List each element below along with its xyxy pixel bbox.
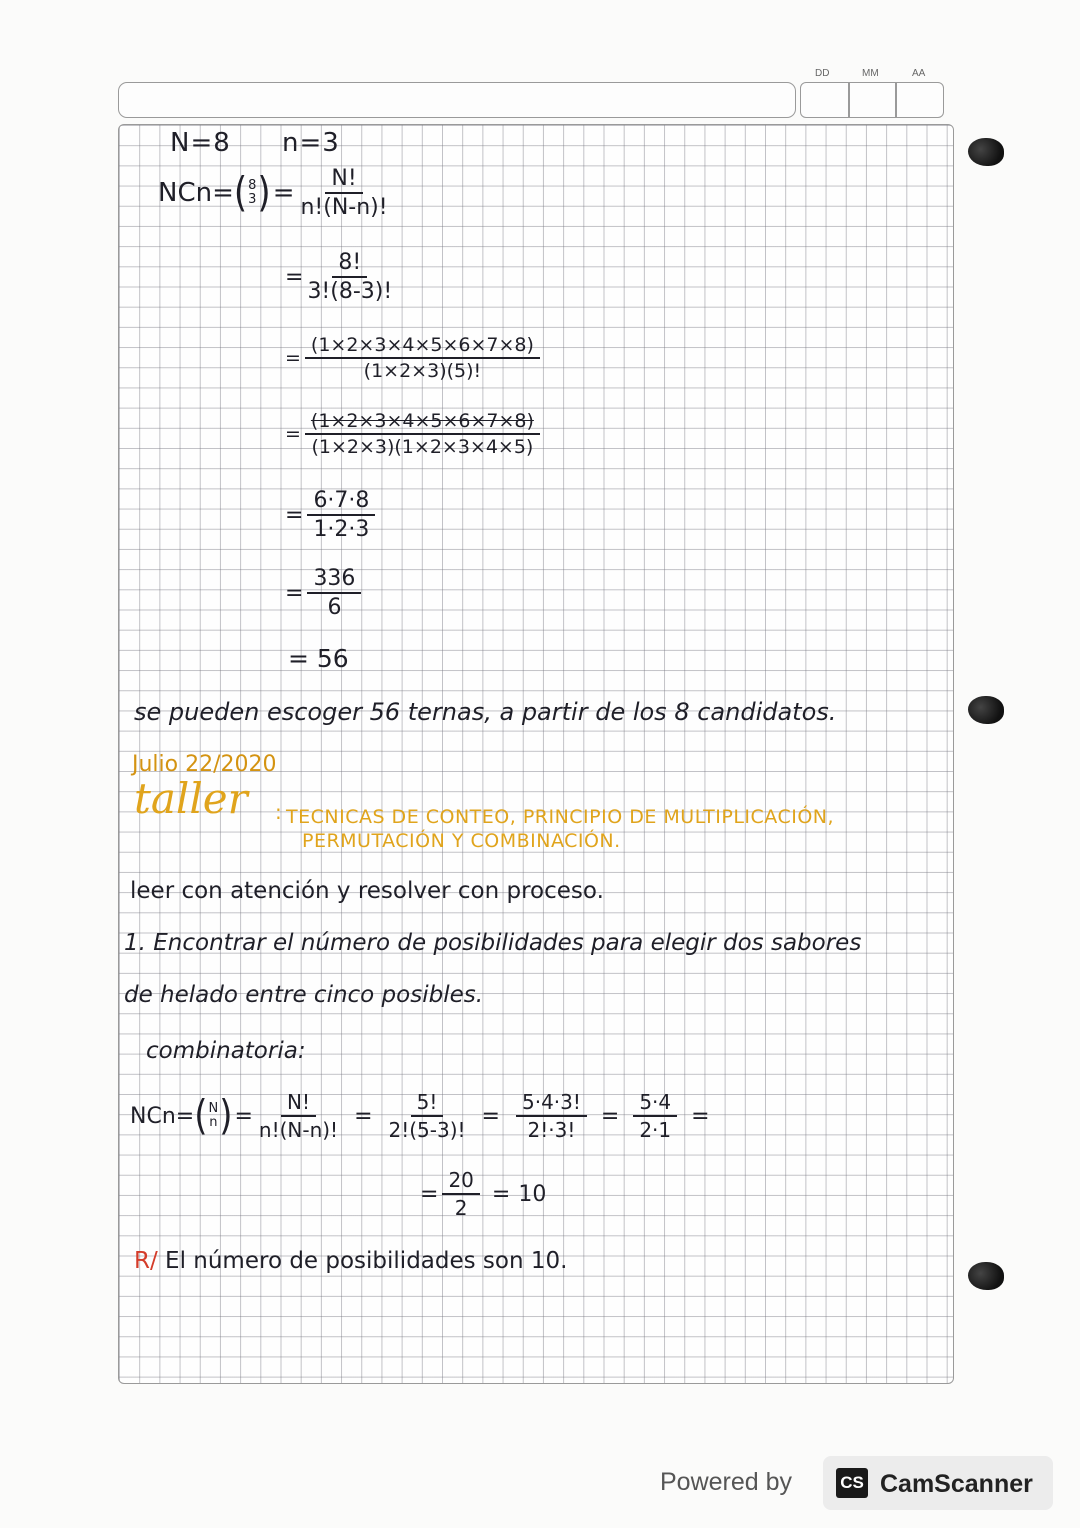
taller-word: taller — [134, 774, 248, 823]
step-3: = $\frac{(1\times 2\times 3\times 4\times 5\times 6\times 7\times 8)}{(1\times 2\times 3)(1\times 2\times 3\times 4\times 5)}$ — [285, 410, 544, 458]
formula-numerator: N! — [325, 166, 362, 194]
binom-n-n: ( N n ) — [194, 1092, 233, 1140]
formula-denominator: n!(N-n)! — [300, 195, 388, 220]
date-heading: Julio 22/2020 — [132, 752, 277, 777]
aa-label: AA — [912, 68, 926, 79]
camscanner-brand: CamScanner — [880, 1470, 1033, 1498]
binom-8-3: ( 8 3 ) — [233, 169, 271, 217]
step-1-num: 8! — [332, 250, 367, 278]
step-2: = $\frac{(1\times 2\times 3\times 4\times 5\times 6\times 7\times 8)}{(1\times 2\times 3)(5)!}$ — [285, 334, 544, 382]
n-big: N=8 — [170, 128, 231, 158]
step-4-num: 6·7·8 — [307, 488, 375, 516]
notebook-title-bar — [118, 82, 796, 118]
combination-formula-2: NCn= ( N n ) = $\frac{N!}{n!(N-n)!}$ = $\frac{5!}{2!(5-3)!}$ = $\frac{5\cdot 4\cdot 3!}{2!\cdot 3!}$ = $\frac{5\cdot 4}{2\cdot 1}$ = — [130, 1090, 710, 1142]
answer-prefix: R/ — [134, 1248, 158, 1274]
f6-result: 10 — [518, 1181, 547, 1207]
f6-num: 20 — [442, 1168, 479, 1195]
ncn2-lhs: NCn= — [130, 1103, 195, 1129]
answer-text: El número de posibilidades son 10. — [165, 1248, 568, 1274]
ncn-lhs: NCn= — [158, 178, 234, 208]
instruction-text: leer con atención y resolver con proceso. — [130, 878, 604, 904]
f5-num: 5·4 — [633, 1090, 677, 1117]
mm-label: MM — [862, 68, 879, 79]
f3-num: 5! — [411, 1090, 444, 1117]
step-1-den: 3!(8-3)! — [307, 279, 393, 304]
f3-den: 2!(5-3)! — [388, 1118, 466, 1142]
f4-num: 5·4·3! — [516, 1090, 587, 1117]
problem-1-line1: 1. Encontrar el número de posibilidades para elegir dos sabores — [124, 930, 862, 956]
step-5-num: 336 — [307, 566, 361, 594]
step-2-num: (1×2×3×4×5×6×7×8) — [305, 334, 540, 359]
taller-title-line2: PERMUTACIÓN Y COMBINACIÓN. — [302, 830, 621, 852]
f5-den: 2·1 — [639, 1118, 672, 1142]
result-line: = $\frac{20}{2}$ = 10 — [420, 1168, 547, 1220]
step-6: = 56 — [288, 644, 349, 673]
f2-den: n!(N-n)! — [258, 1118, 339, 1142]
binder-hole — [968, 696, 1004, 724]
dd-label: DD — [815, 68, 830, 79]
step-2-den: (1×2×3)(5)! — [363, 360, 482, 382]
f6-den: 2 — [454, 1196, 468, 1220]
combination-formula: NCn= ( 8 3 ) = $\frac{N!}{n!(N-n)!}$ — [158, 166, 388, 220]
n-small: n=3 — [282, 128, 340, 158]
conclusion-text: se pueden escoger 56 ternas, a partir de los 8 candidatos. — [134, 698, 837, 726]
camscanner-logo: CS — [836, 1468, 868, 1498]
step-3-num: (1×2×3×4×5×6×7×8) — [305, 410, 540, 435]
binder-hole — [968, 1262, 1004, 1290]
binder-hole — [968, 138, 1004, 166]
notebook-date-box — [800, 82, 944, 118]
f2-num: N! — [281, 1090, 316, 1117]
answer-line — [134, 1248, 567, 1274]
method-label: combinatoria: — [146, 1038, 306, 1064]
step-1: = $\frac{8!}{3!(8-3)!}$ — [285, 250, 393, 304]
step-3-den: (1×2×3)(1×2×3×4×5) — [311, 436, 534, 458]
f4-den: 2!·3! — [527, 1118, 576, 1142]
powered-by-text: Powered by — [660, 1468, 793, 1496]
step-4: = $\frac{6\cdot 7\cdot 8}{1\cdot 2\cdot 3}$ — [285, 488, 379, 542]
taller-title-line1: TECNICAS DE CONTEO, PRINCIPIO DE MULTIPLICACIÓN, — [286, 806, 835, 828]
step-4-den: 1·2·3 — [313, 517, 370, 542]
taller-colon: : — [275, 800, 282, 824]
step-5: = $\frac{336}{6}$ — [285, 566, 365, 620]
problem-1-line2: de helado entre cinco posibles. — [124, 982, 484, 1008]
step-5-den: 6 — [327, 595, 342, 620]
